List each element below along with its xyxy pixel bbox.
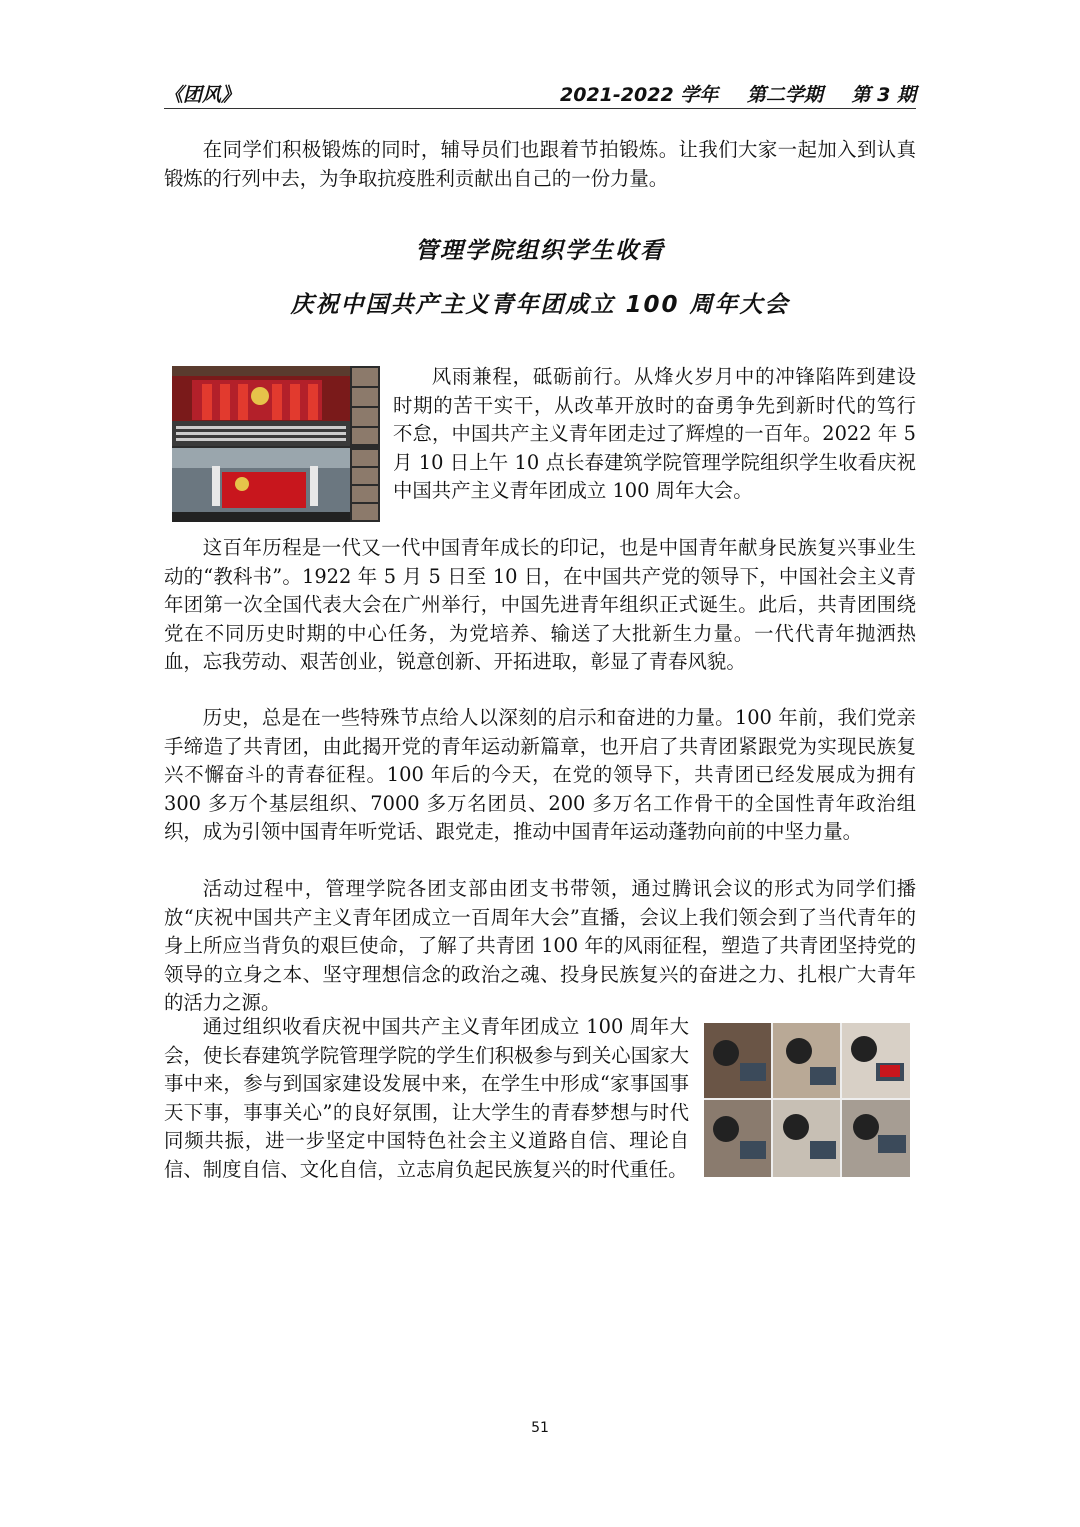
school-year: 2021-2022 学年 bbox=[560, 84, 719, 106]
intro-paragraph: 在同学们积极锻炼的同时，辅导员们也跟着节拍锻炼。让我们大家一起加入到认真锻炼的行列中去，为争取抗疫胜利贡献出自己的一份力量。 bbox=[164, 138, 916, 190]
article-paragraph-5: 通过组织收看庆祝中国共产主义青年团成立 100 周年大会，使长春建筑学院管理学院的学生们积极参与到关心国家大事中来，参与到国家建设发展中来，在学生中形成“家事国事天下事，事事关心”的良好氛围，让大学生的青春梦想与时代同频共振，进一步坚定中国特色社会主义道路自信、理论自信、制度自信、文化自信，立志肩负起民族复兴的时代重任。 bbox=[164, 1015, 689, 1181]
issue-number: 第 3 期 bbox=[851, 84, 916, 106]
article-paragraph-1: 风雨兼程，砥砺前行。从烽火岁月中的冲锋陷阵到建设时期的苦干实干，从改革开放时的奋勇争先到新时代的笃行不怠，中国共产主义青年团走过了辉煌的一百年。2022 年 5 月 10 日上午 10 点长春建筑学院管理学院组织学生收看庆祝中国共产主义青年团成立 100 周年大会。 bbox=[393, 365, 916, 502]
semester: 第二学期 bbox=[746, 84, 823, 106]
article-paragraph-4: 活动过程中，管理学院各团支部由团支书带领，通过腾讯会议的形式为同学们播放“庆祝中国共产主义青年团成立一百周年大会”直播，会议上我们领会到了当代青年的身上所应当背负的艰巨使命，了解了共青团 100 年的风雨征程，塑造了共青团坚持党的领导的立身之本、坚守理想信念的政治之魂、投身民族复兴的奋进之力、扎根广大青年的活力之源。 bbox=[164, 877, 916, 1014]
article-paragraph-2: 这百年历程是一代又一代中国青年成长的印记，也是中国青年献身民族复兴事业生动的“教科书”。1922 年 5 月 5 日至 10 日，在中国共产党的领导下，中国社会主义青年团第一次全国代表大会在广州举行，中国先进青年组织正式诞生。此后，共青团围绕党在不同历史时期的中心任务，为党培养、输送了大批新生力量。一代代青年抛洒热血，忘我劳动、艰苦创业，锐意创新、开拓进取，彰显了青春风貌。 bbox=[164, 536, 916, 673]
page-number: 51 bbox=[531, 1420, 549, 1436]
broadcast-photo bbox=[172, 366, 380, 522]
article-paragraph-3: 历史，总是在一些特殊节点给人以深刻的启示和奋进的力量。100 年前，我们党亲手缔造了共青团，由此揭开党的青年运动新篇章，也开启了共青团紧跟党为实现民族复兴不懈奋斗的青春征程。100 年后的今天，在党的领导下，共青团已经发展成为拥有 300 多万个基层组织、7000 多万名团员、200 多万名工作骨干的全国性青年政治组织，成为引领中国青年听党话、跟党走，推动中国青年运动蓬勃向前的中坚力量。 bbox=[164, 706, 916, 843]
publication-name: 《团风》 bbox=[164, 84, 241, 106]
students-watching-photo bbox=[704, 1023, 910, 1177]
article-title-line1: 管理学院组织学生收看 bbox=[415, 238, 665, 264]
page-header bbox=[164, 78, 916, 109]
article-title-line2: 庆祝中国共产主义青年团成立 100 周年大会 bbox=[290, 292, 790, 318]
issue-info bbox=[538, 80, 916, 107]
